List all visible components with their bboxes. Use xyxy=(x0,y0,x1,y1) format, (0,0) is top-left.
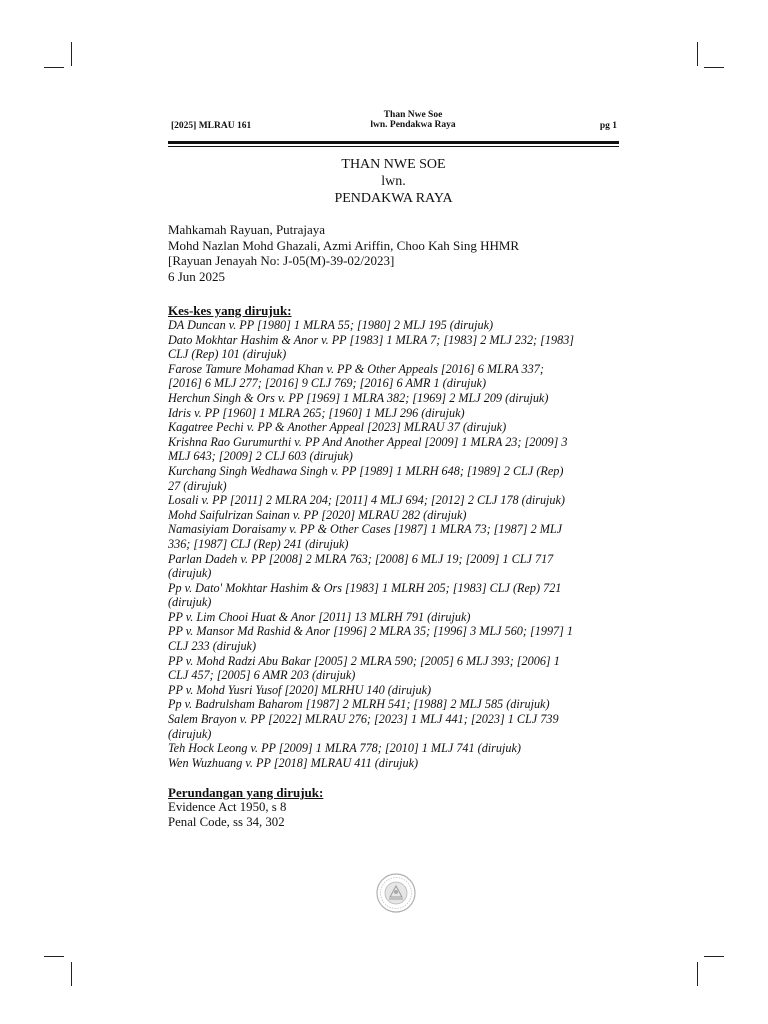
title-versus: lwn. xyxy=(381,174,406,189)
case-line: CLJ (Rep) 101 (dirujuk) xyxy=(168,347,287,362)
case-line: PP v. Mohd Radzi Abu Bakar [2005] 2 MLRA 590; [2005] 6 MLJ 393; [2006] 1 xyxy=(168,653,560,668)
case-line: PP v. Lim Chooi Huat & Anor [2011] 13 MLRH 791 (dirujuk) xyxy=(168,609,471,624)
header-parties xyxy=(343,110,483,130)
case-line: Losali v. PP [2011] 2 MLRA 204; [2011] 4 MLJ 694; [2012] 2 CLJ 178 (dirujuk) xyxy=(168,493,565,508)
case-line: (dirujuk) xyxy=(168,726,212,741)
case-line: (dirujuk) xyxy=(168,566,212,581)
case-line: Wen Wuzhuang v. PP [2018] MLRAU 411 (dirujuk) xyxy=(168,755,419,770)
crop-mark-top-right-horizontal xyxy=(704,67,724,68)
cases-referred-section xyxy=(168,303,628,770)
header-page-number: pg 1 xyxy=(599,121,617,131)
legislation-referred-section xyxy=(168,785,628,830)
crop-mark-top-left-horizontal xyxy=(44,67,64,68)
header-parties-line2: lwn. Pendakwa Raya xyxy=(370,120,456,130)
crop-mark-bottom-left-horizontal xyxy=(44,956,64,957)
case-line: DA Duncan v. PP [1980] 1 MLRA 55; [1980] 2 MLJ 195 (dirujuk) xyxy=(168,318,494,332)
title-respondent: PENDAKWA RAYA xyxy=(334,191,453,206)
case-line: Mohd Saifulrizan Sainan v. PP [2020] MLRAU 282 (dirujuk) xyxy=(168,507,467,522)
legislation-line: Evidence Act 1950, s 8 xyxy=(168,800,287,814)
header-rule-thin xyxy=(168,146,619,147)
case-line: Pp v. Badrulsham Baharom [1987] 2 MLRH 541; [1988] 2 MLJ 585 (dirujuk) xyxy=(168,697,550,712)
crop-mark-bottom-right-horizontal xyxy=(704,956,724,957)
case-line: Farose Tamure Mohamad Khan v. PP & Other Appeals [2016] 6 MLRA 337; xyxy=(168,361,544,376)
case-line: Kagatree Pechi v. PP & Another Appeal [2023] MLRAU 37 (dirujuk) xyxy=(168,420,507,435)
case-line: Salem Brayon v. PP [2022] MLRAU 276; [2023] 1 MLJ 441; [2023] 1 CLJ 739 xyxy=(168,712,559,727)
crop-mark-bottom-left-vertical xyxy=(71,962,72,986)
case-line: CLJ 233 (dirujuk) xyxy=(168,639,257,654)
case-number: [Rayuan Jenayah No: J-05(M)-39-02/2023] xyxy=(168,253,395,269)
case-line: MLJ 643; [2009] 2 CLJ 603 (dirujuk) xyxy=(168,449,353,464)
header-citation: [2025] MLRAU 161 xyxy=(171,121,252,131)
crop-mark-top-left-vertical xyxy=(71,42,72,66)
court-seal-icon xyxy=(375,872,417,914)
cases-referred-list xyxy=(168,318,628,770)
crop-mark-bottom-right-vertical xyxy=(697,962,698,986)
case-line: PP v. Mohd Yusri Yusof [2020] MLRHU 140 (dirujuk) xyxy=(168,682,432,697)
case-line: PP v. Mansor Md Rashid & Anor [1996] 2 MLRA 35; [1996] 3 MLJ 560; [1997] 1 xyxy=(168,624,574,639)
case-line: Pp v. Dato' Mokhtar Hashim & Ors [1983] 1 MLRH 205; [1983] CLJ (Rep) 721 xyxy=(168,580,562,595)
cases-referred-heading: Kes-kes yang dirujuk: xyxy=(168,303,292,318)
title-appellant: THAN NWE SOE xyxy=(341,157,446,172)
header-parties-line1: Than Nwe Soe xyxy=(383,110,443,120)
legislation-referred-heading: Perundangan yang dirujuk: xyxy=(168,785,324,800)
case-line: Herchun Singh & Ors v. PP [1969] 1 MLRA 382; [1969] 2 MLJ 209 (dirujuk) xyxy=(168,390,549,405)
case-line: Dato Mokhtar Hashim & Anor v. PP [1983] 1 MLRA 7; [1983] 2 MLJ 232; [1983] xyxy=(168,332,575,347)
case-line: [2016] 6 MLJ 277; [2016] 9 CLJ 769; [2016] 6 AMR 1 (dirujuk) xyxy=(168,376,486,391)
case-line: Namasiyiam Doraisamy v. PP & Other Cases [1987] 1 MLRA 73; [1987] 2 MLJ xyxy=(168,522,563,537)
legislation-list xyxy=(168,800,628,830)
case-line: Parlan Dadeh v. PP [2008] 2 MLRA 763; [2008] 6 MLJ 19; [2009] 1 CLJ 717 xyxy=(168,551,554,566)
case-metadata xyxy=(168,222,628,284)
case-line: Idris v. PP [1960] 1 MLRA 265; [1960] 1 MLJ 296 (dirujuk) xyxy=(168,405,465,420)
case-line: Krishna Rao Gurumurthi v. PP And Another Appeal [2009] 1 MLRA 23; [2009] 3 xyxy=(168,434,568,449)
case-line: 27 (dirujuk) xyxy=(168,478,227,493)
court-name: Mahkamah Rayuan, Putrajaya xyxy=(168,222,326,237)
header-rule-thick xyxy=(168,141,619,144)
case-line: (dirujuk) xyxy=(168,595,212,610)
case-line: CLJ 457; [2005] 6 AMR 203 (dirujuk) xyxy=(168,668,356,683)
case-title xyxy=(168,156,619,207)
judgment-date: 6 Jun 2025 xyxy=(168,268,226,284)
judges: Mohd Nazlan Mohd Ghazali, Azmi Ariffin, Choo Kah Sing HHMR xyxy=(168,237,520,253)
crop-mark-top-right-vertical xyxy=(697,42,698,66)
running-header xyxy=(168,108,618,134)
case-line: Teh Hock Leong v. PP [2009] 1 MLRA 778; [2010] 1 MLJ 741 (dirujuk) xyxy=(168,741,521,756)
legislation-line: Penal Code, ss 34, 302 xyxy=(168,815,285,829)
case-line: 336; [1987] CLJ (Rep) 241 (dirujuk) xyxy=(168,536,349,551)
case-line: Kurchang Singh Wedhawa Singh v. PP [1989] 1 MLRH 648; [1989] 2 CLJ (Rep) xyxy=(168,463,564,478)
